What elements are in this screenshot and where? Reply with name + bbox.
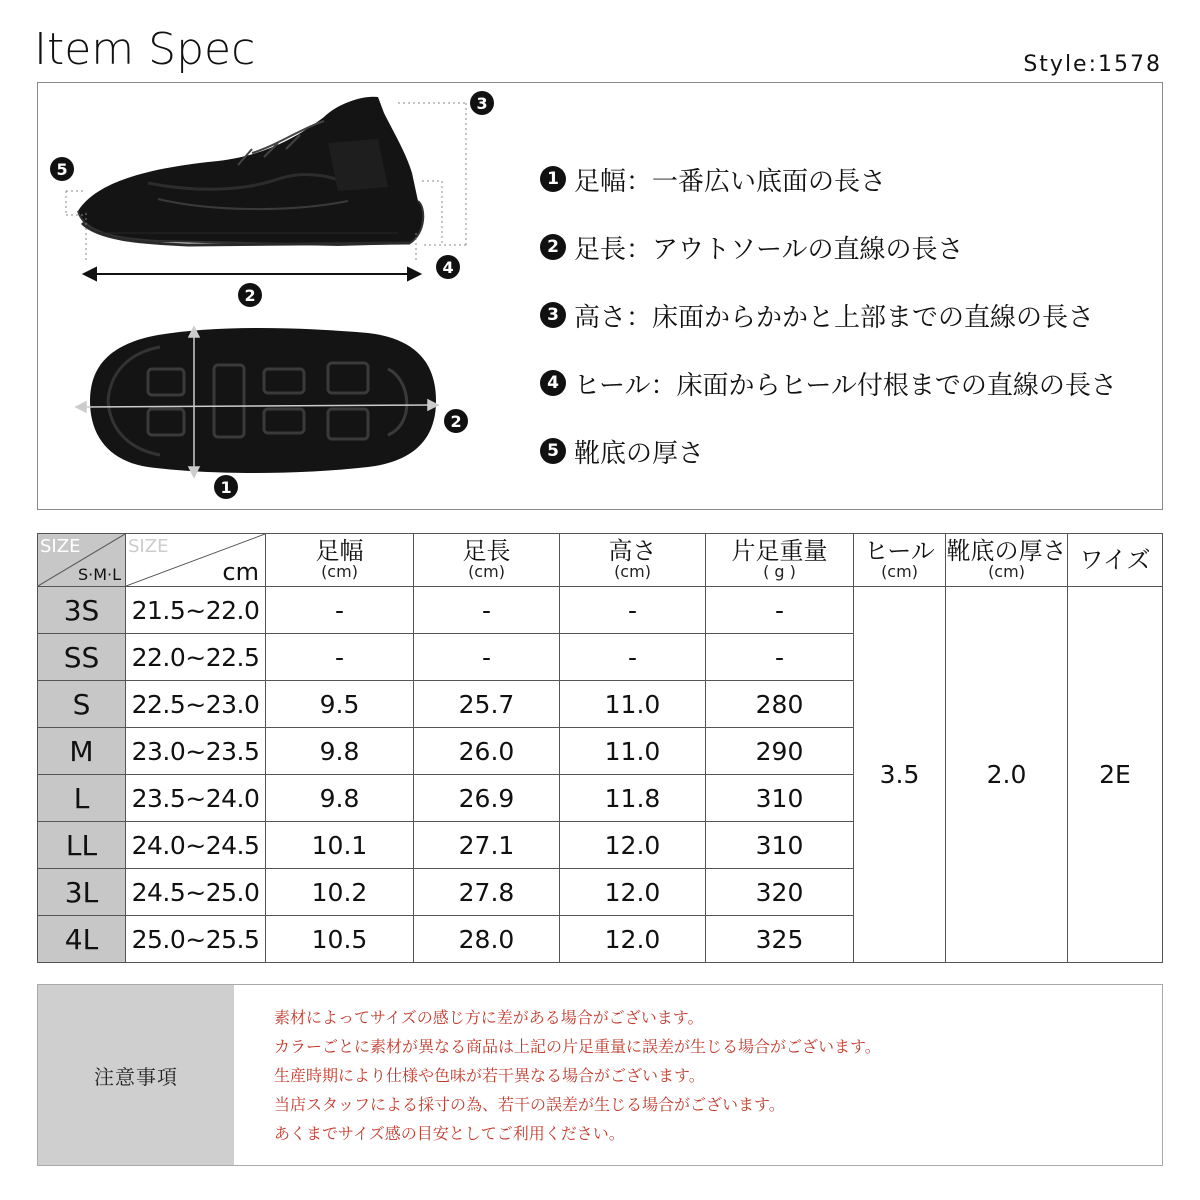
shoe-sole-view	[90, 328, 436, 473]
header-length-unit: (cm)	[468, 562, 505, 581]
height-cell: 12.0	[560, 916, 706, 963]
length-cell: 25.7	[414, 681, 560, 728]
height-cell: -	[560, 587, 706, 634]
length-cell: 27.8	[414, 869, 560, 916]
weight-cell: 325	[706, 916, 854, 963]
size-cell: M	[38, 728, 126, 775]
header-width-label: 足幅	[315, 537, 364, 565]
legend-text-3: 高さ：床面からかかと上部までの直線の長さ	[574, 302, 1095, 333]
width-cell: 9.8	[266, 775, 414, 822]
legend-text-2: 足長：アウトソールの直線の長さ	[574, 234, 964, 265]
weight-cell: 310	[706, 775, 854, 822]
note-line: あくまでサイズ感の目安としてご利用ください。	[274, 1124, 625, 1143]
size-cell: LL	[38, 822, 126, 869]
header-width	[266, 534, 414, 587]
legend-num-2: 2	[540, 234, 566, 260]
shoe-side-view	[78, 97, 423, 245]
width-cell: 9.8	[266, 728, 414, 775]
legend-item-2	[540, 213, 1117, 281]
legend-text-5: 靴底の厚さ	[574, 438, 705, 469]
length-cell: 26.0	[414, 728, 560, 775]
legend-num-5: 5	[540, 438, 566, 464]
note-line: カラーごとに素材が異なる商品は上記の片足重量に誤差が生じる場合がございます。	[274, 1037, 881, 1056]
weight-cell: 310	[706, 822, 854, 869]
weight-cell: -	[706, 634, 854, 681]
marker-2-sole-label: 2	[450, 412, 462, 431]
header-height	[560, 534, 706, 587]
marker-3	[470, 91, 494, 115]
legend-item-1	[540, 145, 1117, 213]
width-cell: -	[266, 634, 414, 681]
size-cell: 4L	[38, 916, 126, 963]
header-size-sub: S·M·L	[77, 565, 121, 584]
legend-item-4	[540, 349, 1117, 417]
cm-cell: 21.5~22.0	[126, 587, 266, 634]
marker-1-label: 1	[220, 478, 232, 497]
cm-cell: 25.0~25.5	[126, 916, 266, 963]
marker-1	[214, 475, 238, 499]
header-length	[414, 534, 560, 587]
sole-cell: 2.0	[946, 587, 1068, 963]
notes-list	[234, 985, 881, 1165]
length-cell: 27.1	[414, 822, 560, 869]
legend-num-3: 3	[540, 302, 566, 328]
note-line: 生産時期により仕様や色味が若干異なる場合がございます。	[274, 1066, 705, 1085]
size-table	[37, 533, 1163, 963]
header-size	[38, 534, 126, 587]
cm-cell: 23.0~23.5	[126, 728, 266, 775]
table-row	[38, 587, 1163, 634]
cm-cell: 22.0~22.5	[126, 634, 266, 681]
size-cell: SS	[38, 634, 126, 681]
heel-cell: 3.5	[854, 587, 946, 963]
size-cell: 3L	[38, 869, 126, 916]
header-weight-unit: ( g )	[763, 562, 796, 581]
legend-num-4: 4	[540, 370, 566, 396]
marker-2-sole	[444, 409, 468, 433]
cm-cell: 23.5~24.0	[126, 775, 266, 822]
page-title: Item Spec	[34, 24, 256, 75]
marker-2-side	[238, 283, 262, 307]
length-arrow	[84, 268, 420, 280]
marker-5-label: 5	[56, 160, 68, 179]
cm-cell: 24.5~25.0	[126, 869, 266, 916]
marker-3-label: 3	[476, 94, 488, 113]
header-weight	[706, 534, 854, 587]
marker-5	[50, 157, 74, 181]
spec-box	[37, 82, 1163, 510]
legend-num-1: 1	[540, 166, 566, 192]
size-cell: L	[38, 775, 126, 822]
cm-cell: 22.5~23.0	[126, 681, 266, 728]
marker-4-label: 4	[442, 258, 454, 277]
legend-item-3	[540, 281, 1117, 349]
size-cell: 3S	[38, 587, 126, 634]
header-wise	[1068, 534, 1163, 587]
measurement-legend	[540, 145, 1117, 485]
width-cell: 10.1	[266, 822, 414, 869]
height-cell: 11.0	[560, 728, 706, 775]
notes-box	[37, 984, 1163, 1166]
header-heel-label: ヒール	[864, 537, 935, 565]
height-cell: 12.0	[560, 869, 706, 916]
header-sole-label: 靴底の厚さ	[946, 537, 1067, 565]
header-length-label: 足長	[462, 537, 511, 565]
width-cell: 9.5	[266, 681, 414, 728]
style-code: Style:1578	[1023, 52, 1162, 77]
notes-label: 注意事項	[38, 985, 234, 1165]
marker-4	[436, 255, 460, 279]
header-height-label: 高さ	[608, 537, 657, 565]
size-cell: S	[38, 681, 126, 728]
width-cell: 10.2	[266, 869, 414, 916]
header-sole-unit: (cm)	[988, 562, 1025, 581]
note-line: 素材によってサイズの感じ方に差がある場合がございます。	[274, 1008, 704, 1027]
length-cell: -	[414, 587, 560, 634]
width-cell: -	[266, 587, 414, 634]
marker-2-side-label: 2	[244, 286, 256, 305]
shoe-illustration	[38, 83, 538, 511]
weight-cell: 290	[706, 728, 854, 775]
header-height-unit: (cm)	[614, 562, 651, 581]
header-wise-label: ワイズ	[1079, 546, 1151, 574]
height-cell: 12.0	[560, 822, 706, 869]
header-heel-unit: (cm)	[881, 562, 918, 581]
note-line: 当店スタッフによる採寸の為、若干の誤差が生じる場合がございます。	[274, 1095, 785, 1114]
header-cm-unit: cm	[222, 558, 259, 586]
weight-cell: 320	[706, 869, 854, 916]
header-heel	[854, 534, 946, 587]
length-cell: 26.9	[414, 775, 560, 822]
header-sole	[946, 534, 1068, 587]
length-cell: -	[414, 634, 560, 681]
height-cell: 11.0	[560, 681, 706, 728]
legend-item-5	[540, 417, 1117, 485]
header-width-unit: (cm)	[321, 562, 358, 581]
height-cell: -	[560, 634, 706, 681]
header-weight-label: 片足重量	[731, 537, 828, 565]
width-cell: 10.5	[266, 916, 414, 963]
shoe-figure	[38, 83, 538, 511]
cm-cell: 24.0~24.5	[126, 822, 266, 869]
height-cell: 11.8	[560, 775, 706, 822]
header-cm	[126, 534, 266, 587]
header-size-tag: SIZE	[40, 536, 81, 557]
weight-cell: -	[706, 587, 854, 634]
legend-text-4: ヒール：床面からヒール付根までの直線の長さ	[574, 370, 1117, 401]
length-cell: 28.0	[414, 916, 560, 963]
wise-cell: 2E	[1068, 587, 1163, 963]
legend-text-1: 足幅：一番広い底面の長さ	[574, 166, 887, 197]
header-cm-tag: SIZE	[128, 536, 169, 557]
weight-cell: 280	[706, 681, 854, 728]
